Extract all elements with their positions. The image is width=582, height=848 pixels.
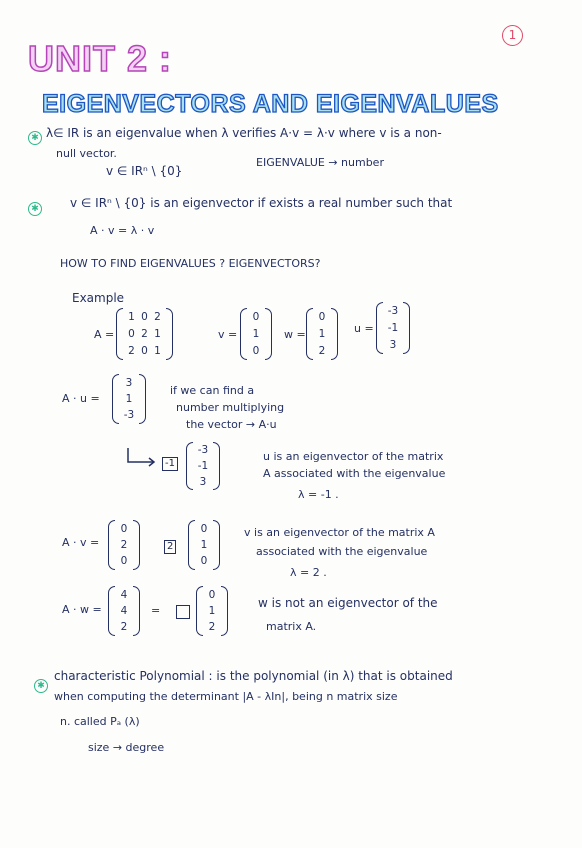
empty-scalar-box — [176, 605, 190, 619]
vector-v-cell: 0 — [252, 345, 260, 357]
aw-label: A · w = — [62, 603, 102, 616]
charpoly-line1: characteristic Polynomial : is the polynomial (in λ) that is obtained — [54, 669, 453, 683]
vector-w-cell: 1 — [318, 328, 326, 340]
aw-conclusion1: w is not an eigenvector of the — [258, 596, 438, 610]
av-eigen-cell: 0 — [200, 555, 208, 567]
au-note2: number multiplying — [176, 401, 285, 414]
matrix-a-cell: 1 — [154, 328, 161, 340]
aw-vector-cell: 1 — [208, 605, 216, 617]
av-eigen-cell: 0 — [200, 523, 208, 535]
vector-w-label: w = — [284, 328, 306, 341]
charpoly-line4: size → degree — [88, 741, 165, 754]
vector-v-label: v = — [218, 328, 238, 341]
av-result-cell: 0 — [120, 523, 128, 535]
matrix-a — [116, 308, 173, 360]
matrix-a-cell: 0 — [128, 328, 135, 340]
scalar-box-v: 2 — [164, 540, 176, 554]
aw-vector-cell: 0 — [208, 589, 216, 601]
vector-u-label: u = — [354, 322, 374, 335]
aw-conclusion2: matrix A. — [266, 620, 317, 633]
au-label: A · u = — [62, 392, 100, 405]
matrix-a-cell: 1 — [154, 345, 161, 357]
def1-set: v ∈ IRⁿ \ {0} — [106, 164, 183, 178]
bullet-star-icon: ✱ — [28, 202, 42, 216]
matrix-a-cell: 2 — [128, 345, 135, 357]
vector-u-cell: 3 — [389, 339, 397, 351]
example-label: Example — [72, 291, 125, 305]
au-eigen-cell: -1 — [197, 460, 209, 472]
vector-w-cell: 0 — [318, 311, 326, 323]
matrix-a-cell: 0 — [141, 311, 148, 323]
matrix-a-cell: 0 — [141, 345, 148, 357]
au-conclusion2: A associated with the eigenvalue — [263, 467, 446, 480]
av-result-cell: 0 — [120, 555, 128, 567]
au-conclusion3: λ = -1 . — [298, 488, 339, 501]
au-result-cell: 1 — [125, 393, 133, 405]
av-conclusion1: v is an eigenvector of the matrix A — [244, 526, 435, 539]
vector-w — [306, 308, 338, 360]
au-eigen-vector — [186, 442, 220, 490]
question: HOW TO FIND EIGENVALUES ? EIGENVECTORS? — [60, 257, 321, 270]
au-result-cell: 3 — [125, 377, 133, 389]
aw-result-cell: 4 — [120, 589, 128, 601]
aw-vector-cell: 2 — [208, 621, 216, 633]
def1-note: EIGENVALUE → number — [256, 156, 384, 169]
vector-v-cell: 0 — [252, 311, 260, 323]
vector-v — [240, 308, 272, 360]
aw-result — [108, 586, 140, 636]
av-result-cell: 2 — [120, 539, 128, 551]
page-number: 1 — [502, 25, 523, 46]
arrow-icon — [124, 446, 158, 468]
av-label: A · v = — [62, 536, 100, 549]
def1-line2: null vector. — [56, 147, 117, 160]
aw-result-cell: 4 — [120, 605, 128, 617]
au-eigen-cell: 3 — [199, 476, 207, 488]
vector-w-cell: 2 — [318, 345, 326, 357]
au-note1: if we can find a — [170, 384, 255, 397]
scalar-box-u: -1 — [162, 457, 178, 471]
unit-title: UNIT 2 : — [28, 38, 173, 79]
vector-u — [376, 302, 410, 354]
charpoly-line3: n. called Pₐ (λ) — [60, 715, 140, 728]
def2-equation: A · v = λ · v — [90, 224, 155, 237]
def2-line1: v ∈ IRⁿ \ {0} is an eigenvector if exists a real number such that — [70, 196, 453, 210]
av-eigen-vector — [188, 520, 220, 570]
av-conclusion2: associated with the eigenvalue — [256, 545, 428, 558]
au-result-cell: -3 — [123, 409, 135, 421]
au-result — [112, 374, 146, 424]
aw-result-cell: 2 — [120, 621, 128, 633]
matrix-a-cell: 1 — [128, 311, 135, 323]
charpoly-line2: when computing the determinant |A - λIn|, being n matrix size — [54, 690, 398, 703]
def1-line1: λ∈ IR is an eigenvalue when λ verifies A·v = λ·v where v is a non- — [46, 126, 442, 140]
aw-equals: = — [151, 604, 161, 617]
au-eigen-cell: -3 — [197, 444, 209, 456]
vector-u-cell: -1 — [387, 322, 399, 334]
page-heading: EIGENVECTORS AND EIGENVALUES — [42, 90, 499, 118]
matrix-a-cell: 2 — [141, 328, 148, 340]
bullet-star-icon: ✱ — [34, 679, 48, 693]
au-conclusion1: u is an eigenvector of the matrix — [263, 450, 444, 463]
matrix-a-label: A = — [94, 328, 115, 341]
av-conclusion3: λ = 2 . — [290, 566, 327, 579]
bullet-star-icon: ✱ — [28, 131, 42, 145]
av-result — [108, 520, 140, 570]
au-note3: the vector → A·u — [186, 418, 277, 431]
av-eigen-cell: 1 — [200, 539, 208, 551]
aw-vector — [196, 586, 228, 636]
vector-u-cell: -3 — [387, 305, 399, 317]
matrix-a-cell: 2 — [154, 311, 161, 323]
vector-v-cell: 1 — [252, 328, 260, 340]
